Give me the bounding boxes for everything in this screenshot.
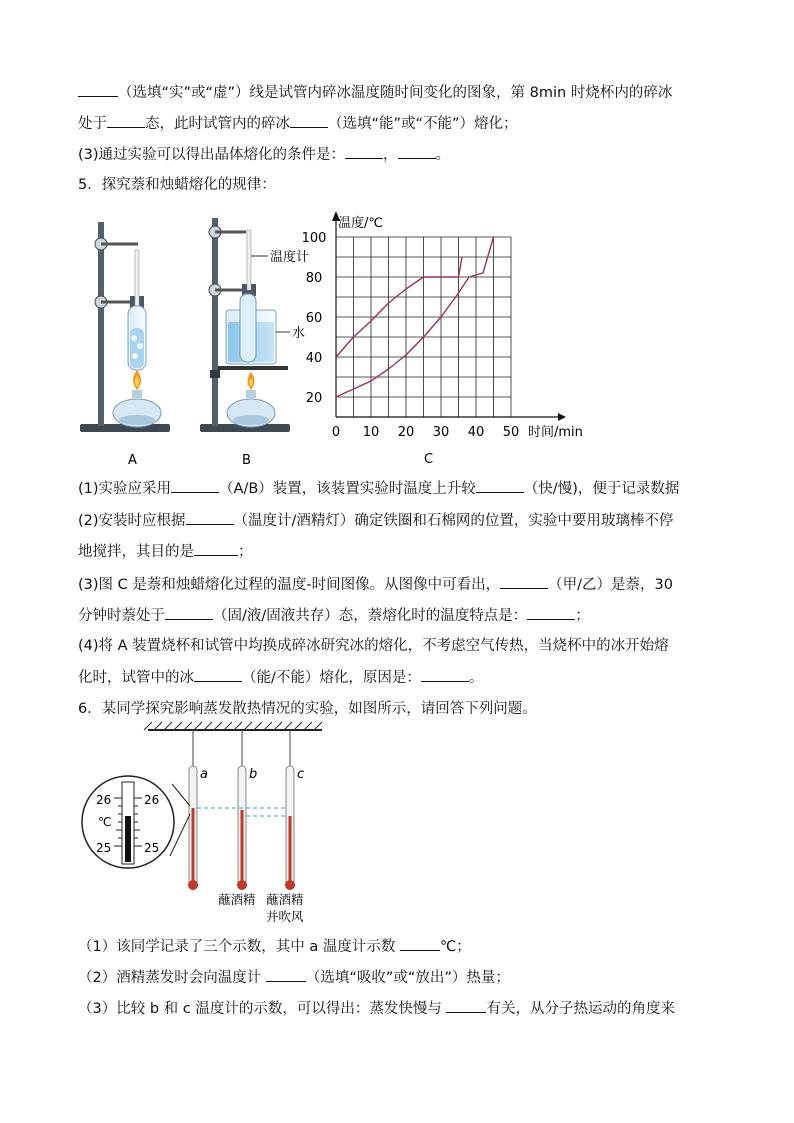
scale-25-right: 25	[144, 841, 160, 855]
q5-part-3-cont: 分钟时萘处于 （固/液/固液共存）态，萘熔化时的温度特点是： ；	[78, 605, 590, 626]
q5-part-3: (3)图 C 是萘和烛蜡熔化过程的温度-时间图像。从图像中可看出， （甲/乙）是萘，30	[78, 574, 673, 595]
text-line-3: (3)通过实验可以得出晶体熔化的条件是： ， 。	[78, 144, 450, 165]
y-tick-label: 80	[305, 271, 323, 286]
q5-part-2: (2)安装时应根据 （温度计/酒精灯）确定铁圈和石棉网的位置，实验中要用玻璃棒不停	[78, 510, 673, 531]
figure-5-chart	[301, 205, 596, 467]
blank[interactable]	[398, 144, 436, 159]
x-tick-label: 50	[502, 425, 520, 440]
blank[interactable]	[421, 667, 469, 682]
q5-part-4: (4)将 A 装置烧杯和试管中均换成碎冰研究冰的熔化，不考虑空气传热，当烧杯中的冰开始熔	[78, 638, 669, 654]
x-tick-label: 20	[397, 425, 415, 440]
caption-b: 蘸酒精	[218, 892, 256, 907]
blank[interactable]	[78, 82, 118, 97]
label-b: B	[242, 453, 251, 468]
q5-part-2-cont: 地搅拌，其目的是 ；	[78, 541, 253, 562]
y-tick-label: 40	[305, 351, 323, 366]
blank[interactable]	[194, 667, 242, 682]
q5-part-4-cont: 化时，试管中的冰 （能/不能）熔化，原因是： 。	[78, 667, 483, 688]
thermometer-a	[188, 766, 198, 890]
caption-c-line1: 蘸酒精	[266, 892, 304, 907]
blank[interactable]	[500, 574, 548, 589]
chart-axes	[332, 211, 566, 421]
y-tick-label: 100	[301, 231, 327, 246]
blank[interactable]	[527, 605, 575, 620]
blank[interactable]	[290, 113, 328, 128]
label-a: a	[200, 767, 208, 782]
blank[interactable]	[266, 967, 306, 982]
blank[interactable]	[345, 144, 383, 159]
y-tick-label: 60	[305, 311, 323, 326]
label-a: A	[128, 453, 137, 468]
blank[interactable]	[476, 478, 524, 493]
chart-grid	[336, 237, 511, 417]
y-tick-label: 20	[305, 391, 323, 406]
x-tick-label: 30	[432, 425, 450, 440]
scale-25-left: 25	[96, 841, 112, 855]
series-line-1	[336, 257, 462, 357]
caption-c-line2: 并吹风	[266, 909, 304, 924]
q5-part-1: (1)实验应采用 （A/B）装置，该装置实验时温度上升较 （快/慢)，便于记录数据	[78, 478, 679, 499]
thermometer-label: 温度计	[270, 250, 310, 265]
scale-26-left: 26	[96, 793, 112, 807]
label-c: c	[297, 767, 305, 782]
blank[interactable]	[194, 541, 238, 556]
figure-5-apparatus	[78, 210, 328, 470]
water-label: 水	[292, 326, 306, 341]
q6-part-2: （2）酒精蒸发时会向温度计 （选填“吸收”或“放出”）热量；	[78, 967, 510, 988]
label-b: b	[249, 767, 258, 782]
thermometer-b	[237, 766, 247, 890]
q6-part-3: （3）比较 b 和 c 温度计的示数，可以得出：蒸发快慢与 有关，从分子热运动的角度来	[78, 998, 675, 1019]
blank[interactable]	[171, 478, 219, 493]
thermometer-c	[285, 766, 295, 890]
question-6-heading: 6．某同学探究影响蒸发散热情况的实验，如图所示，请回答下列问题。	[78, 701, 537, 717]
q6-part-1: （1）该同学记录了三个示数，其中 a 温度计示数 ℃；	[78, 936, 471, 957]
scale-unit: ℃	[98, 815, 112, 829]
question-5-heading: 5．探究萘和烛蜡熔化的规律：	[78, 177, 276, 193]
text-line-2: 处于 态，此时试管内的碎冰 （选填“能”或“不能”）熔化；	[78, 113, 518, 134]
blank[interactable]	[107, 113, 145, 128]
label-c: C	[424, 452, 434, 467]
y-axis-label: 温度/℃	[338, 216, 383, 231]
x-axis-arrow	[558, 413, 566, 421]
scale-26-right: 26	[144, 793, 160, 807]
x-tick-label: 40	[467, 425, 485, 440]
blank[interactable]	[446, 998, 486, 1013]
x-axis-label: 时间/min	[528, 425, 583, 440]
blank[interactable]	[186, 510, 234, 525]
figure-6-thermometers	[78, 718, 338, 932]
x-tick-label: 10	[362, 425, 380, 440]
apparatus-a	[80, 222, 170, 432]
blank[interactable]	[165, 605, 213, 620]
text-line-1: （选填“实”或“虚”）线是试管内碎冰温度随时间变化的图象，第 8min 时烧杯内的碎冰	[78, 82, 672, 103]
x-tick-label: 0	[331, 425, 341, 440]
blank[interactable]	[400, 936, 440, 951]
